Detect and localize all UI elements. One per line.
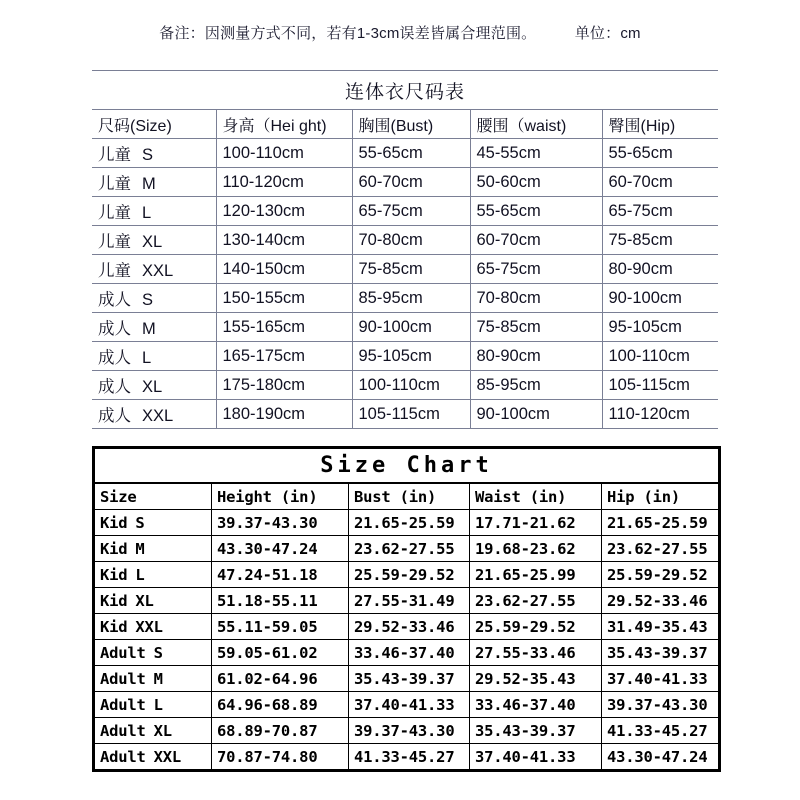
inch-cell-bust: 37.40-41.33	[349, 692, 470, 718]
cm-cell-hip: 110-120cm	[602, 400, 718, 429]
inch-cell-height: 47.24-51.18	[212, 562, 349, 588]
inch-cell-hip: 43.30-47.24	[602, 744, 720, 771]
cm-size-code: L	[142, 204, 152, 222]
table-row	[94, 640, 720, 666]
table-row	[94, 718, 720, 744]
inch-size-code: L	[153, 695, 163, 714]
size-chart-inch-table	[92, 446, 721, 772]
cm-size-code: M	[142, 320, 156, 338]
inch-size-group: Adult	[100, 643, 146, 662]
cm-table-title: 连体衣尺码表	[92, 71, 718, 110]
cm-header-height: 身高（Hei ght)	[216, 110, 352, 139]
size-chart-cm-table-wrapper	[92, 70, 718, 429]
inch-cell-hip: 39.37-43.30	[602, 692, 720, 718]
inch-cell-size	[94, 588, 212, 614]
cm-cell-hip: 105-115cm	[602, 371, 718, 400]
cm-cell-bust: 55-65cm	[352, 139, 470, 168]
table-row	[94, 744, 720, 771]
inch-cell-size	[94, 562, 212, 588]
inch-cell-bust: 33.46-37.40	[349, 640, 470, 666]
table-row	[92, 371, 718, 400]
table-row	[92, 342, 718, 371]
inch-cell-hip: 21.65-25.59	[602, 510, 720, 536]
inch-size-group: Kid	[100, 565, 128, 584]
cm-cell-waist: 50-60cm	[470, 168, 602, 197]
cm-cell-height: 165-175cm	[216, 342, 352, 371]
cm-cell-size	[92, 197, 216, 226]
inch-cell-waist: 37.40-41.33	[470, 744, 602, 771]
cm-table-header-row	[92, 110, 718, 139]
inch-cell-size	[94, 744, 212, 771]
cm-cell-height: 180-190cm	[216, 400, 352, 429]
inch-size-code: M	[153, 669, 163, 688]
inch-header-size: Size	[94, 483, 212, 510]
inch-size-code: XXL	[135, 617, 163, 636]
inch-cell-hip: 31.49-35.43	[602, 614, 720, 640]
cm-cell-size	[92, 400, 216, 429]
cm-cell-height: 110-120cm	[216, 168, 352, 197]
inch-cell-waist: 33.46-37.40	[470, 692, 602, 718]
cm-cell-size	[92, 168, 216, 197]
cm-size-code: L	[142, 349, 152, 367]
cm-cell-size	[92, 255, 216, 284]
cm-cell-height: 140-150cm	[216, 255, 352, 284]
inch-header-bust: Bust (in)	[349, 483, 470, 510]
inch-size-code: S	[135, 513, 145, 532]
table-row	[92, 139, 718, 168]
cm-size-code: S	[142, 291, 154, 309]
inch-cell-bust: 41.33-45.27	[349, 744, 470, 771]
table-row	[94, 614, 720, 640]
cm-size-code: M	[142, 175, 156, 193]
inch-cell-height: 70.87-74.80	[212, 744, 349, 771]
inch-size-group: Kid	[100, 617, 128, 636]
inch-cell-size	[94, 666, 212, 692]
cm-cell-waist: 80-90cm	[470, 342, 602, 371]
inch-size-group: Adult	[100, 695, 146, 714]
measurement-unit-label: 单位：cm	[574, 25, 641, 42]
table-row	[92, 197, 718, 226]
inch-size-group: Kid	[100, 591, 128, 610]
measurement-note	[0, 22, 800, 43]
inch-cell-height: 55.11-59.05	[212, 614, 349, 640]
inch-table-header-row	[94, 483, 720, 510]
cm-cell-hip: 90-100cm	[602, 284, 718, 313]
size-chart-inch-table-wrapper	[92, 446, 718, 772]
inch-cell-hip: 23.62-27.55	[602, 536, 720, 562]
inch-size-code: XL	[153, 721, 172, 740]
inch-size-group: Adult	[100, 669, 146, 688]
cm-size-group: 成人	[98, 407, 131, 425]
inch-cell-height: 61.02-64.96	[212, 666, 349, 692]
cm-header-size: 尺码(Size)	[92, 110, 216, 139]
cm-cell-height: 155-165cm	[216, 313, 352, 342]
cm-cell-waist: 75-85cm	[470, 313, 602, 342]
cm-cell-hip: 65-75cm	[602, 197, 718, 226]
cm-cell-waist: 55-65cm	[470, 197, 602, 226]
table-row	[94, 510, 720, 536]
inch-cell-size	[94, 718, 212, 744]
inch-size-code: XL	[135, 591, 154, 610]
cm-size-group: 儿童	[98, 175, 131, 193]
cm-cell-waist: 70-80cm	[470, 284, 602, 313]
cm-size-code: S	[142, 146, 154, 164]
cm-header-hip: 臀围(Hip)	[602, 110, 718, 139]
cm-cell-waist: 60-70cm	[470, 226, 602, 255]
cm-size-group: 儿童	[98, 146, 131, 164]
cm-cell-bust: 100-110cm	[352, 371, 470, 400]
inch-cell-waist: 23.62-27.55	[470, 588, 602, 614]
cm-cell-height: 120-130cm	[216, 197, 352, 226]
cm-size-group: 成人	[98, 378, 131, 396]
inch-cell-size	[94, 640, 212, 666]
table-row	[92, 168, 718, 197]
table-row	[94, 588, 720, 614]
table-row	[94, 666, 720, 692]
cm-cell-height: 100-110cm	[216, 139, 352, 168]
measurement-note-text: 备注：因测量方式不同，若有1-3cm误差皆属合理范围。	[159, 25, 537, 42]
inch-cell-size	[94, 510, 212, 536]
cm-size-code: XL	[142, 378, 163, 396]
inch-size-code: S	[153, 643, 163, 662]
cm-cell-height: 175-180cm	[216, 371, 352, 400]
table-row	[94, 562, 720, 588]
inch-cell-height: 39.37-43.30	[212, 510, 349, 536]
inch-header-waist: Waist (in)	[470, 483, 602, 510]
inch-cell-waist: 21.65-25.99	[470, 562, 602, 588]
cm-cell-size	[92, 284, 216, 313]
cm-cell-waist: 85-95cm	[470, 371, 602, 400]
inch-cell-bust: 21.65-25.59	[349, 510, 470, 536]
cm-cell-height: 150-155cm	[216, 284, 352, 313]
cm-cell-hip: 75-85cm	[602, 226, 718, 255]
inch-header-height: Height (in)	[212, 483, 349, 510]
cm-cell-size	[92, 313, 216, 342]
cm-cell-bust: 105-115cm	[352, 400, 470, 429]
inch-cell-hip: 41.33-45.27	[602, 718, 720, 744]
inch-cell-hip: 25.59-29.52	[602, 562, 720, 588]
cm-size-code: XL	[142, 233, 163, 251]
cm-cell-hip: 100-110cm	[602, 342, 718, 371]
inch-cell-bust: 39.37-43.30	[349, 718, 470, 744]
cm-size-code: XXL	[142, 262, 174, 280]
inch-size-code: L	[135, 565, 145, 584]
cm-cell-bust: 85-95cm	[352, 284, 470, 313]
cm-cell-height: 130-140cm	[216, 226, 352, 255]
cm-cell-hip: 80-90cm	[602, 255, 718, 284]
table-row	[94, 536, 720, 562]
cm-cell-waist: 90-100cm	[470, 400, 602, 429]
cm-cell-hip: 55-65cm	[602, 139, 718, 168]
cm-size-group: 成人	[98, 349, 131, 367]
inch-cell-hip: 37.40-41.33	[602, 666, 720, 692]
table-row	[92, 284, 718, 313]
inch-header-hip: Hip (in)	[602, 483, 720, 510]
cm-cell-hip: 60-70cm	[602, 168, 718, 197]
inch-size-group: Kid	[100, 539, 128, 558]
inch-cell-bust: 35.43-39.37	[349, 666, 470, 692]
inch-cell-waist: 25.59-29.52	[470, 614, 602, 640]
inch-cell-size	[94, 614, 212, 640]
inch-cell-height: 64.96-68.89	[212, 692, 349, 718]
table-row	[92, 313, 718, 342]
cm-cell-waist: 45-55cm	[470, 139, 602, 168]
inch-cell-height: 43.30-47.24	[212, 536, 349, 562]
inch-cell-hip: 35.43-39.37	[602, 640, 720, 666]
cm-size-code: XXL	[142, 407, 174, 425]
inch-size-group: Adult	[100, 747, 146, 766]
table-row	[92, 400, 718, 429]
inch-table-title-row	[94, 448, 720, 484]
cm-cell-size	[92, 139, 216, 168]
cm-cell-waist: 65-75cm	[470, 255, 602, 284]
size-chart-cm-table	[92, 70, 718, 429]
cm-cell-size	[92, 226, 216, 255]
inch-cell-waist: 27.55-33.46	[470, 640, 602, 666]
cm-cell-size	[92, 342, 216, 371]
inch-cell-height: 68.89-70.87	[212, 718, 349, 744]
cm-cell-hip: 95-105cm	[602, 313, 718, 342]
cm-cell-size	[92, 371, 216, 400]
inch-cell-bust: 25.59-29.52	[349, 562, 470, 588]
table-row	[92, 255, 718, 284]
cm-cell-bust: 60-70cm	[352, 168, 470, 197]
cm-size-group: 儿童	[98, 204, 131, 222]
cm-cell-bust: 65-75cm	[352, 197, 470, 226]
cm-cell-bust: 75-85cm	[352, 255, 470, 284]
inch-size-group: Adult	[100, 721, 146, 740]
cm-table-title-row	[92, 71, 718, 110]
inch-cell-bust: 29.52-33.46	[349, 614, 470, 640]
inch-size-code: XXL	[153, 747, 182, 766]
cm-size-group: 儿童	[98, 233, 131, 251]
inch-cell-bust: 27.55-31.49	[349, 588, 470, 614]
table-row	[94, 692, 720, 718]
inch-table-title: Size Chart	[94, 448, 720, 484]
inch-cell-waist: 17.71-21.62	[470, 510, 602, 536]
cm-size-group: 儿童	[98, 262, 131, 280]
inch-cell-waist: 19.68-23.62	[470, 536, 602, 562]
inch-cell-size	[94, 536, 212, 562]
cm-cell-bust: 95-105cm	[352, 342, 470, 371]
inch-size-code: M	[135, 539, 145, 558]
inch-cell-height: 51.18-55.11	[212, 588, 349, 614]
inch-cell-waist: 29.52-35.43	[470, 666, 602, 692]
inch-cell-height: 59.05-61.02	[212, 640, 349, 666]
cm-cell-bust: 90-100cm	[352, 313, 470, 342]
cm-header-bust: 胸围(Bust)	[352, 110, 470, 139]
inch-cell-hip: 29.52-33.46	[602, 588, 720, 614]
table-row	[92, 226, 718, 255]
inch-size-group: Kid	[100, 513, 128, 532]
inch-cell-bust: 23.62-27.55	[349, 536, 470, 562]
inch-cell-waist: 35.43-39.37	[470, 718, 602, 744]
cm-header-waist: 腰围（waist)	[470, 110, 602, 139]
cm-size-group: 成人	[98, 320, 131, 338]
inch-cell-size	[94, 692, 212, 718]
cm-size-group: 成人	[98, 291, 131, 309]
cm-cell-bust: 70-80cm	[352, 226, 470, 255]
